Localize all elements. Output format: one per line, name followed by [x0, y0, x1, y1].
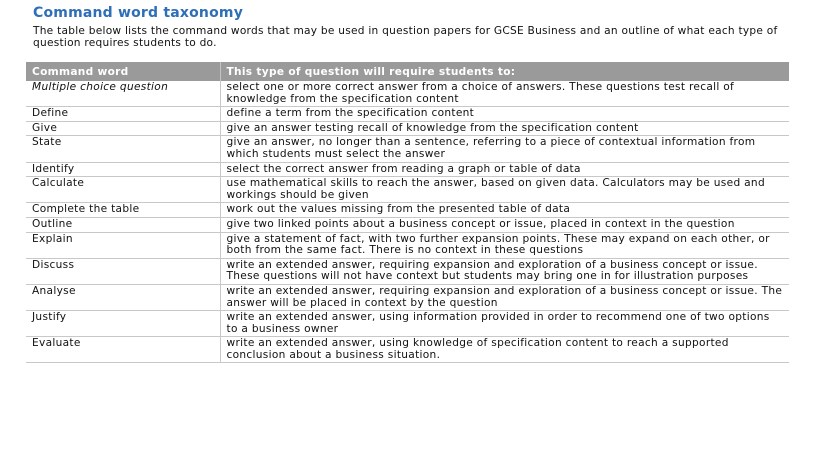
description-cell: select the correct answer from reading a graph or table of data	[220, 162, 789, 177]
table-row	[26, 162, 789, 177]
description-cell: give two linked points about a business concept or issue, placed in context in the question	[220, 217, 789, 232]
table-header-row	[26, 62, 789, 81]
intro-paragraph: The table below lists the command words that may be used in question papers for GCSE Business and an outline of what each type of question requires students to do.	[33, 25, 778, 49]
description-cell: define a term from the specification content	[220, 107, 789, 122]
description-cell: work out the values missing from the presented table of data	[220, 203, 789, 218]
table-row	[26, 121, 789, 136]
command-word-cell: Calculate	[26, 177, 220, 203]
command-word-cell: Justify	[26, 311, 220, 337]
command-word-cell: Identify	[26, 162, 220, 177]
description-cell: write an extended answer, using knowledge of specification content to reach a supported conclusion about a business situation.	[220, 337, 789, 363]
description-cell: use mathematical skills to reach the answer, based on given data. Calculators may be used and workings should be given	[220, 177, 789, 203]
command-word-cell: Give	[26, 121, 220, 136]
command-word-cell: Evaluate	[26, 337, 220, 363]
command-word-cell: Discuss	[26, 258, 220, 284]
description-cell: write an extended answer, requiring expansion and exploration of a business concept or issue. These questions will not have context but students may bring one in for illustration purposes	[220, 258, 789, 284]
table-row	[26, 81, 789, 107]
description-cell: write an extended answer, using information provided in order to recommend one of two options to a business owner	[220, 311, 789, 337]
command-word-cell: Explain	[26, 232, 220, 258]
table-row	[26, 284, 789, 310]
command-word-cell: Analyse	[26, 284, 220, 310]
table-row	[26, 177, 789, 203]
description-cell: give an answer testing recall of knowledge from the specification content	[220, 121, 789, 136]
command-word-cell: Define	[26, 107, 220, 122]
table-row	[26, 258, 789, 284]
command-word-table	[26, 62, 789, 363]
command-word-cell: Multiple choice question	[26, 81, 220, 107]
page-title: Command word taxonomy	[33, 5, 244, 21]
column-header-command-word: Command word	[26, 62, 220, 81]
command-word-cell: Complete the table	[26, 203, 220, 218]
description-cell: give an answer, no longer than a sentence, referring to a piece of contextual information from which students must select the answer	[220, 136, 789, 162]
description-cell: give a statement of fact, with two further expansion points. These may expand on each other, or both from the same fact. There is no context in these questions	[220, 232, 789, 258]
table-row	[26, 107, 789, 122]
column-header-description: This type of question will require students to:	[220, 62, 789, 81]
table-row	[26, 203, 789, 218]
table-row	[26, 232, 789, 258]
command-word-cell: State	[26, 136, 220, 162]
table-row	[26, 337, 789, 363]
command-word-cell: Outline	[26, 217, 220, 232]
table-row	[26, 217, 789, 232]
description-cell: write an extended answer, requiring expansion and exploration of a business concept or issue. The answer will be placed in context by the question	[220, 284, 789, 310]
table-row	[26, 136, 789, 162]
description-cell: select one or more correct answer from a choice of answers. These questions test recall of knowledge from the specification content	[220, 81, 789, 107]
table-row	[26, 311, 789, 337]
